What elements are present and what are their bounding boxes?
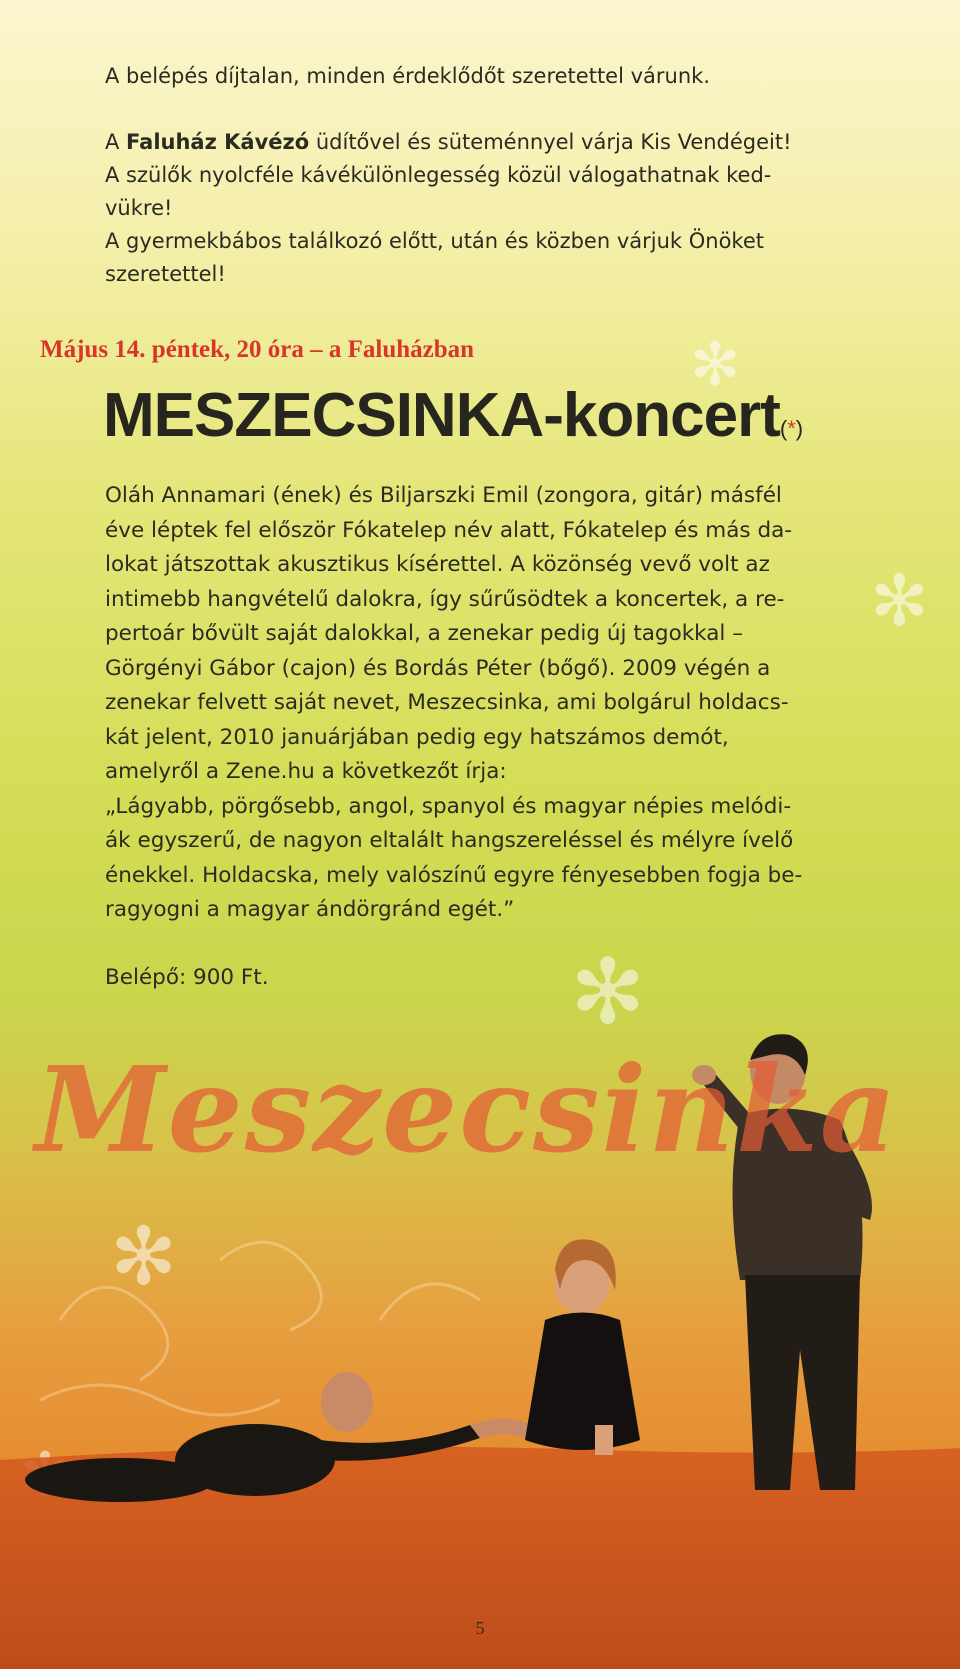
description-line: lokat játszottak akusztikus kísérettel. A közönség vevő volt az [105,552,770,577]
description-line: énekkel. Holdacska, mely valószínű egyre fényesebben fogja be- [105,862,803,888]
description-line: Oláh Annamari (ének) és Biljarszki Emil (zongora, gitár) másfél [105,483,782,508]
description-line: kát jelent, 2010 januárjában pedig egy hatszámos demót, [105,724,729,750]
intro-text [105,60,875,291]
footnote-mark: (*) [779,416,804,441]
intro-line: vükre! [105,196,173,220]
description-line: ák egyszerű, de nagyon eltalált hangszereléssel és mélyre ívelő [105,828,794,853]
description-line: ragyogni a magyar ándörgránd egét.” [105,897,515,922]
flower-decoration: ✻ [870,560,929,642]
singer [525,1239,640,1455]
event-description [105,479,875,928]
event-date: Május 14. péntek, 20 óra – a Faluházban [40,336,475,363]
intro-line: szeretettel! [105,262,226,286]
description-line: intimebb hangvételű dalokra, így sűrűsödtek a koncertek, a re- [105,586,785,612]
description-line: zenekar felvett saját nevet, Meszecsinka, ami bolgárul holdacs- [105,690,789,715]
flower-decoration: ✻ [570,940,646,1045]
intro-line: A szülők nyolcféle kávékülönlegesség közül válogathatnak ked- [105,163,772,187]
intro-line: A belépés díjtalan, minden érdeklődőt szeretettel várunk. [105,64,710,88]
flower-decoration: ✻ [110,1210,178,1303]
description-line: Görgényi Gábor (cajon) és Bordás Péter (bőgő). 2009 végén a [105,655,771,681]
description-line: pertoár bővült saját dalokkal, a zenekar pedig új tagokkal – [105,621,743,646]
cafe-name: Faluház Kávézó [126,130,310,154]
intro-line: A gyermekbábos találkozó előtt, után és közben várjuk Önöket [105,229,764,253]
description-line: amelyről a Zene.hu a következőt írja: [105,759,507,784]
description-line: éve léptek fel először Fókatelep név alatt, Fókatelep és más da- [105,517,793,543]
page-number: 5 [475,1618,485,1638]
description-line: „Lágyabb, pörgősebb, angol, spanyol és magyar népies melódi- [105,793,792,819]
entry-price: Belépő: 900 Ft. [105,965,269,990]
intro-line: A Faluház Kávézó üdítővel és süteménnyel várja Kis Vendégeit! [105,130,792,154]
flower-decoration: ✻ [690,330,741,400]
band-name-script: Meszecsinka [35,1040,899,1179]
event-title: MESZECSINKA-koncert(*) [103,381,804,450]
